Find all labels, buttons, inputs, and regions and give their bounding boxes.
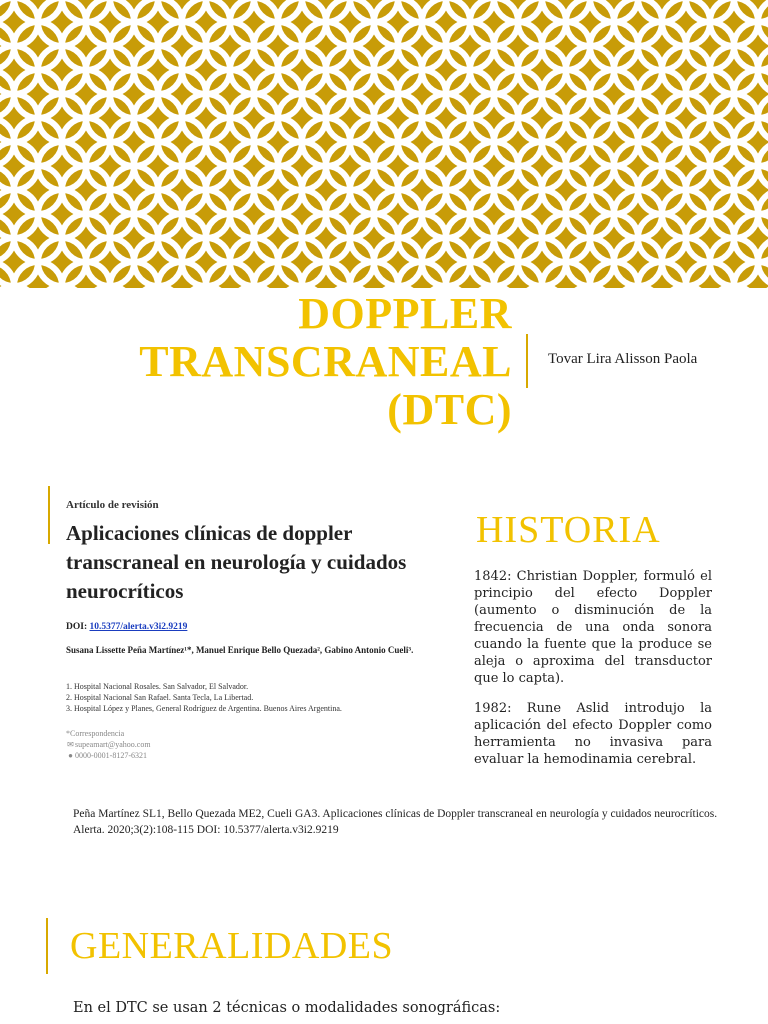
- article-excerpt: [66, 499, 426, 761]
- mail-icon: ✉: [67, 740, 74, 749]
- title-line-2: TRANSCRANEAL: [139, 337, 512, 386]
- article-title-line-2: transcraneal en neurología y cuidados: [66, 550, 407, 574]
- title-line-3: (DTC): [387, 385, 512, 434]
- title-divider: [526, 334, 528, 388]
- correspondence-orcid: 0000-0001-8127-6321: [75, 751, 147, 760]
- historia-paragraph-2: 1982: Rune Aslid introdujo la aplicación del efecto Doppler como herramienta no invasiva para evaluar la hemodinamia cerebral.: [474, 701, 712, 767]
- doi-link[interactable]: 10.5377/alerta.v3i2.9219: [89, 622, 188, 632]
- article-authors: Susana Lissette Peña Martínez¹*, Manuel Enrique Bello Quezada², Gabino Antonio Cueli³.: [66, 645, 414, 655]
- decorative-banner: [0, 0, 768, 288]
- article-title: [66, 519, 426, 606]
- article-divider: [48, 486, 50, 544]
- historia-heading: HISTORIA: [476, 509, 661, 551]
- article-title-line-3: neurocríticos: [66, 579, 184, 603]
- historia-paragraph-1: 1842: Christian Doppler, formuló el principio del efecto Doppler (aumento o disminución de la frecuencia de una onda sonora cuando la fuente que la produce se aleja o aproxima del transductor que lo capta).: [474, 569, 712, 686]
- orcid-icon: ●: [68, 751, 73, 760]
- article-doi: [66, 622, 426, 632]
- correspondence-label: *Correspondencia: [66, 729, 125, 738]
- title-line-1: DOPPLER: [298, 289, 512, 338]
- article-title-line-1: Aplicaciones clínicas de doppler: [66, 521, 353, 545]
- page-title: [60, 290, 512, 434]
- correspondence: [66, 728, 426, 761]
- generalidades-heading: GENERALIDADES: [70, 925, 394, 967]
- article-affiliations: [66, 681, 426, 714]
- correspondence-email-row: [66, 739, 426, 750]
- citation: Peña Martínez SL1, Bello Quezada ME2, Cueli GA3. Aplicaciones clínicas de Doppler transcraneal en neurología y cuidados neurocríticos. Alerta. 2020;3(2):108-115 DOI: 10.5377/alerta.v3i2.9219: [73, 808, 718, 836]
- author-name: Tovar Lira Alisson Paola: [548, 351, 698, 367]
- ring-pattern: [0, 0, 768, 288]
- correspondence-email: supeamart@yahoo.com: [75, 740, 151, 749]
- article-type: Artículo de revisión: [66, 499, 159, 511]
- affiliation-3: 3. Hospital López y Planes, General Rodríguez de Argentina. Buenos Aires Argentina.: [66, 704, 342, 713]
- generalidades-text: En el DTC se usan 2 técnicas o modalidades sonográficas:: [73, 1000, 501, 1016]
- doi-label: DOI:: [66, 622, 90, 632]
- affiliation-2: 2. Hospital Nacional San Rafael. Santa Tecla, La Libertad.: [66, 693, 254, 702]
- correspondence-orcid-row: [66, 750, 426, 761]
- affiliation-1: 1. Hospital Nacional Rosales. San Salvador, El Salvador.: [66, 682, 249, 691]
- generalidades-divider: [46, 918, 48, 974]
